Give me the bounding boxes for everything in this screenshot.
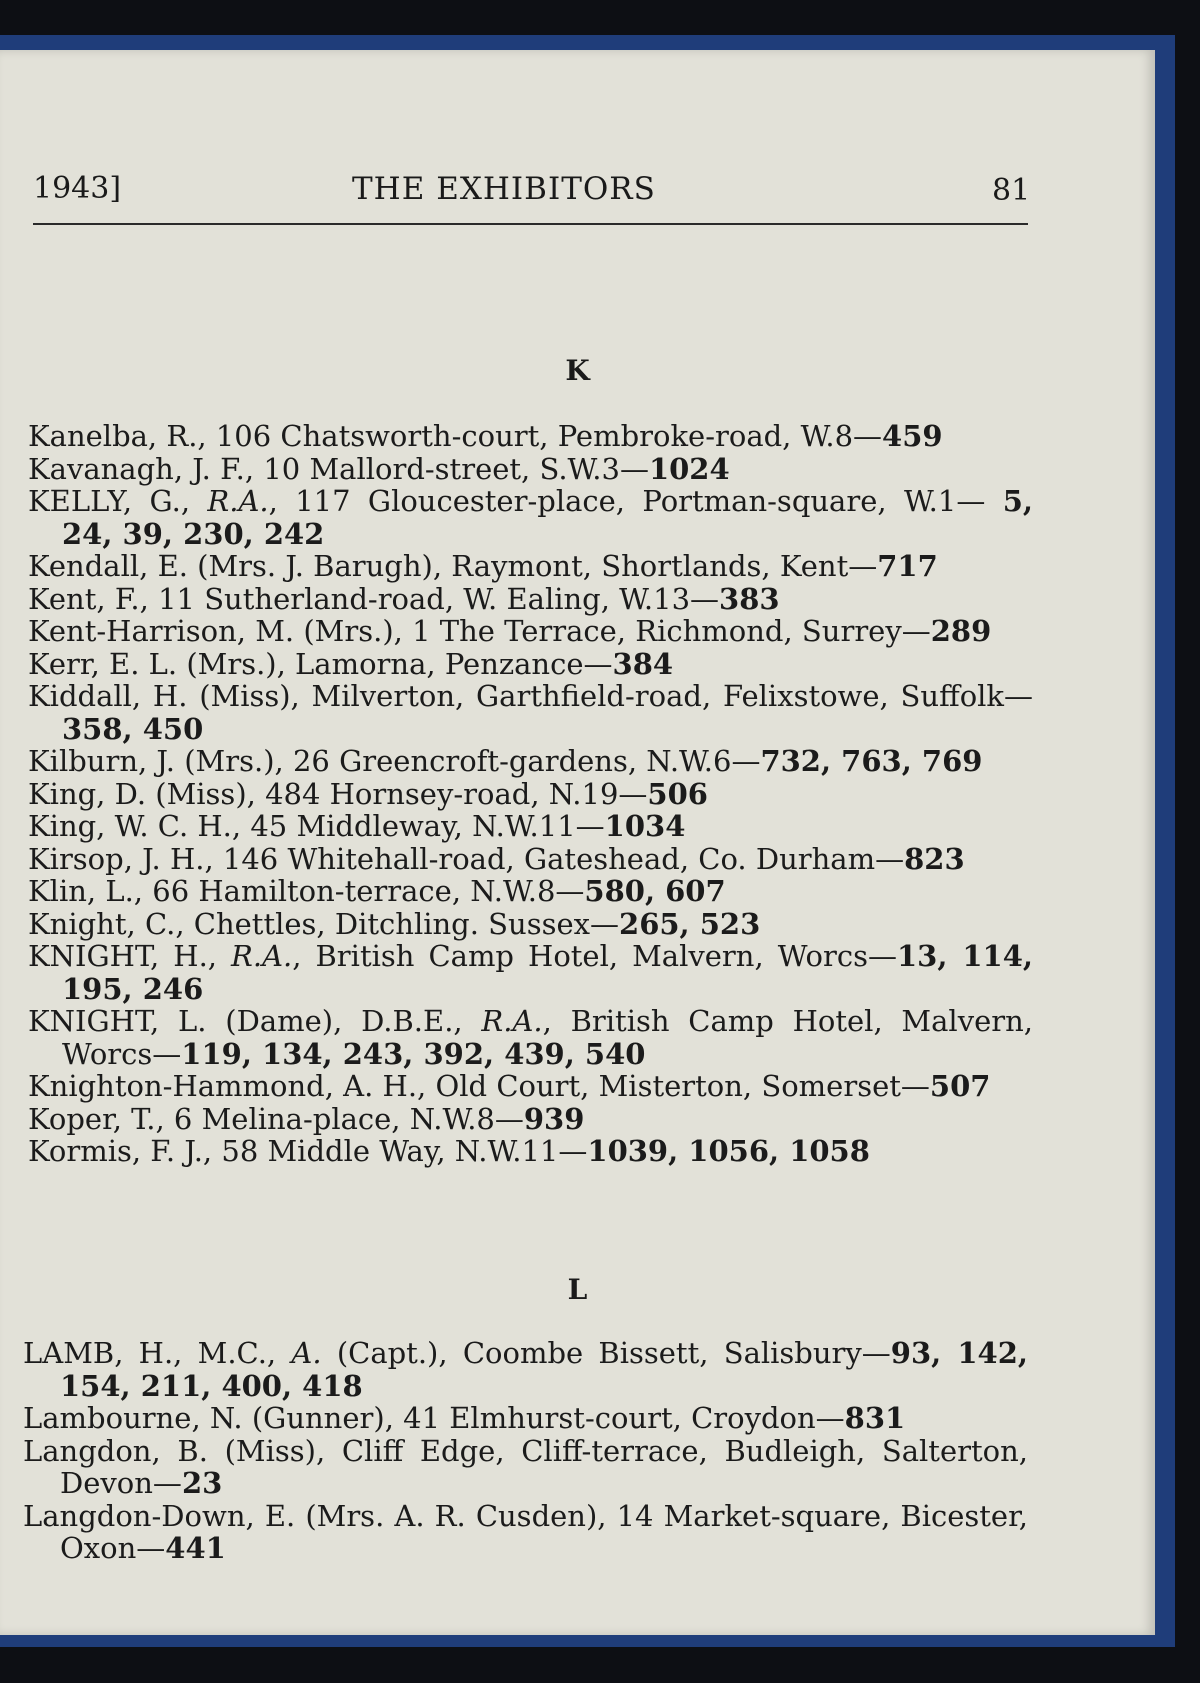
exhibitor-text: , British Camp Hotel, Malvern, Worcs—: [292, 939, 897, 973]
exhibitor-entry: [28, 453, 1033, 486]
exhibitor-entry: [28, 583, 1033, 616]
catalogue-numbers: 1039, 1056, 1058: [587, 1134, 870, 1168]
catalogue-numbers: 507: [929, 1069, 991, 1103]
exhibitor-entry: [28, 908, 1033, 941]
section-letter-k: K: [565, 354, 590, 387]
exhibitor-entry: [23, 1337, 1028, 1402]
page-number: 81: [992, 173, 1031, 208]
exhibitor-text: (Capt.), Coombe Bissett, Salisbury—: [321, 1336, 891, 1370]
exhibitor-text: Kormis, F. J., 58 Middle Way, N.W.11—: [28, 1134, 588, 1168]
catalogue-numbers: 93, 142, 154, 211, 400, 418: [60, 1336, 1028, 1403]
catalogue-numbers: 1034: [604, 809, 686, 843]
academy-title: R.A.: [231, 939, 293, 973]
exhibitor-entry: [28, 550, 1033, 583]
exhibitor-text: Langdon-Down, E. (Mrs. A. R. Cusden), 14 Market-square, Bicester, Oxon—: [23, 1498, 1028, 1565]
exhibitor-text: Knight, C., Chettles, Ditchling. Sussex—: [28, 906, 620, 941]
exhibitor-entry: [28, 1005, 1033, 1070]
exhibitor-text: King, D. (Miss), 484 Hornsey-road, N.19—: [28, 776, 648, 811]
exhibitor-text: KNIGHT, L. (Dame), D.B.E.,: [28, 1004, 482, 1038]
catalogue-numbers: 13, 114, 195, 246: [62, 939, 1033, 1006]
exhibitor-entry: [23, 1402, 1028, 1435]
catalogue-numbers: 265, 523: [619, 906, 761, 941]
catalogue-numbers: 831: [844, 1401, 906, 1435]
header-rule: [33, 223, 1028, 225]
exhibitor-entry: [28, 1070, 1033, 1103]
exhibitor-entry: [28, 778, 1033, 811]
exhibitor-entry: [23, 1500, 1028, 1565]
header-year: 1943]: [33, 171, 122, 206]
exhibitor-text: Kendall, E. (Mrs. J. Barugh), Raymont, Shortlands, Kent—: [28, 549, 878, 583]
exhibitor-entry: [28, 1103, 1033, 1136]
exhibitor-entry: [28, 1135, 1033, 1168]
section-letter-l: L: [567, 1273, 588, 1306]
catalogue-numbers: 119, 134, 243, 392, 439, 540: [181, 1036, 646, 1071]
exhibitor-text: Knighton-Hammond, A. H., Old Court, Misterton, Somerset—: [28, 1069, 930, 1103]
exhibitor-text: Koper, T., 6 Melina-place, N.W.8—: [28, 1101, 524, 1136]
exhibitor-entry: [28, 810, 1033, 843]
exhibitor-text: Kent-Harrison, M. (Mrs.), 1 The Terrace, Richmond, Surrey—: [28, 614, 931, 648]
catalogue-numbers: 717: [877, 549, 938, 583]
catalogue-numbers: 23: [181, 1466, 223, 1500]
catalogue-numbers: 441: [165, 1531, 226, 1565]
catalogue-numbers: 383: [719, 581, 780, 616]
exhibitor-text: Kirsop, J. H., 146 Whitehall-road, Gateshead, Co. Durham—: [28, 841, 905, 876]
header-title: THE EXHIBITORS: [352, 171, 656, 207]
catalogue-numbers: 5, 24, 39, 230, 242: [62, 484, 1033, 551]
exhibitor-text: LAMB, H., M.C.,: [23, 1336, 292, 1370]
catalogue-numbers: 459: [882, 419, 943, 453]
exhibitor-entry: [28, 648, 1033, 681]
exhibitor-entry: [28, 745, 1033, 778]
exhibitor-text: Kent, F., 11 Sutherland-road, W. Ealing, W.13—: [28, 581, 720, 616]
section-l-entries: [23, 1337, 1028, 1565]
exhibitor-text: Kanelba, R., 106 Chatsworth-court, Pembroke-road, W.8—: [28, 419, 883, 453]
catalogue-numbers: 939: [523, 1101, 585, 1136]
academy-title: R.A.: [207, 484, 269, 518]
exhibitor-entry: [28, 485, 1033, 550]
exhibitor-text: Kavanagh, J. F., 10 Mallord-street, S.W.3—: [28, 451, 649, 486]
exhibitor-entry: [28, 940, 1033, 1005]
exhibitor-text: KELLY, G.,: [28, 484, 208, 518]
exhibitor-entry: [28, 680, 1033, 745]
catalogue-numbers: 289: [930, 614, 992, 648]
section-k-entries: [28, 420, 1033, 1168]
exhibitor-entry: [28, 420, 1033, 453]
catalogue-numbers: 1024: [648, 451, 730, 486]
exhibitor-text: Kerr, E. L. (Mrs.), Lamorna, Penzance—: [28, 646, 613, 681]
catalogue-numbers: 506: [647, 776, 708, 811]
catalogue-numbers: 384: [612, 646, 674, 681]
exhibitor-text: Kiddall, H. (Miss), Milverton, Garthfield-road, Felixstowe, Suffolk—: [28, 679, 1033, 713]
running-header: [0, 165, 1155, 215]
exhibitor-entry: [23, 1435, 1028, 1500]
catalogue-numbers: 580, 607: [584, 874, 726, 908]
exhibitor-text: King, W. C. H., 45 Middleway, N.W.11—: [28, 809, 605, 843]
exhibitor-text: Klin, L., 66 Hamilton-terrace, N.W.8—: [28, 874, 585, 908]
exhibitor-text: , British Camp Hotel, Malvern, Worcs—: [62, 1004, 1033, 1071]
exhibitor-entry: [28, 843, 1033, 876]
catalogue-numbers: 823: [904, 841, 965, 876]
book-page: [0, 50, 1155, 1635]
academy-title: R.A.: [481, 1004, 543, 1038]
exhibitor-text: , 117 Gloucester-place, Portman-square, W.1—: [268, 484, 1003, 518]
exhibitor-text: Lambourne, N. (Gunner), 41 Elmhurst-court, Croydon—: [23, 1401, 845, 1435]
exhibitor-text: KNIGHT, H.,: [28, 939, 232, 973]
catalogue-numbers: 732, 763, 769: [760, 744, 983, 778]
exhibitor-text: Langdon, B. (Miss), Cliff Edge, Cliff-terrace, Budleigh, Salterton, Devon—: [23, 1433, 1028, 1500]
exhibitor-entry: [28, 875, 1033, 908]
academy-title: A.: [291, 1336, 322, 1370]
exhibitor-entry: [28, 615, 1033, 648]
exhibitor-text: Kilburn, J. (Mrs.), 26 Greencroft-gardens, N.W.6—: [28, 744, 761, 778]
catalogue-numbers: 358, 450: [62, 711, 204, 746]
